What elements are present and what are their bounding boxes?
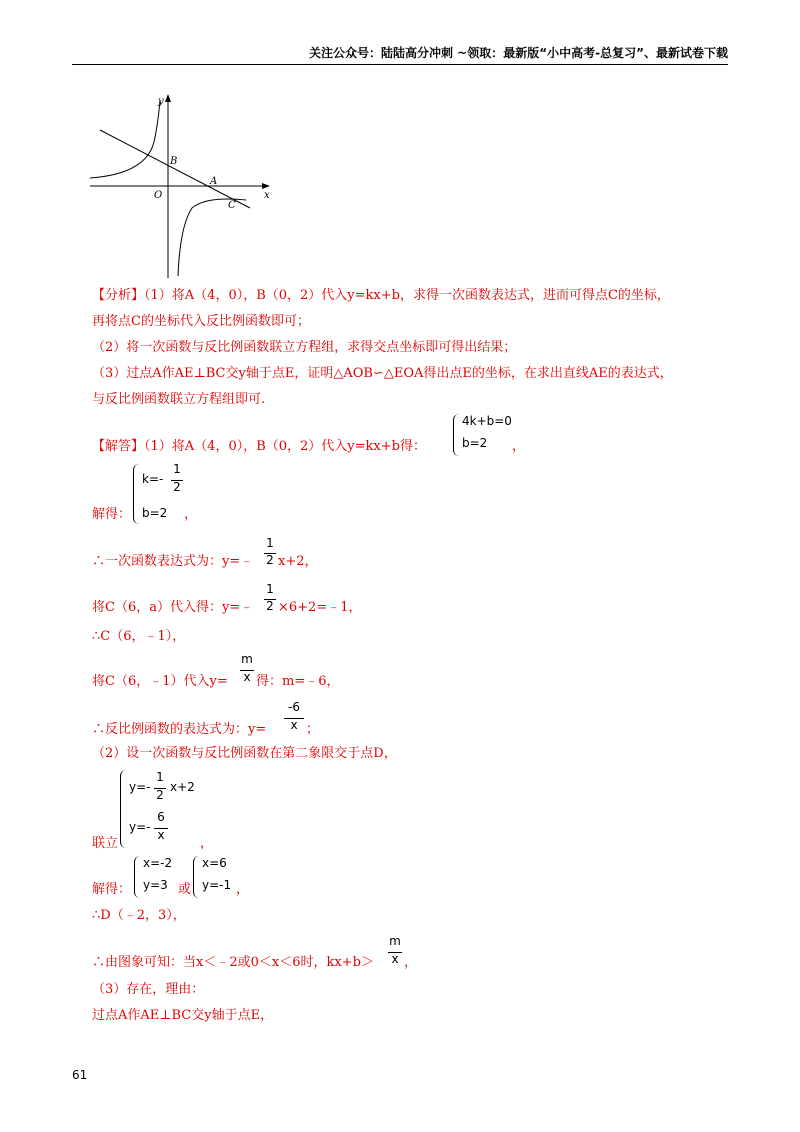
subc-frac-num: 1	[266, 582, 274, 596]
label-y: y	[158, 96, 164, 107]
graph-inequality-b: ，	[404, 955, 418, 970]
x-axis-arrow	[262, 183, 270, 189]
graph-svg	[88, 90, 278, 282]
analysis-line-5: 与反比例函数联立方程组即可.	[92, 392, 266, 407]
label-x: x	[264, 190, 270, 201]
inverse-expression-a: ∴反比例函数的表达式为：y=	[92, 722, 267, 737]
analysis-line-2: 再将点C的坐标代入反比例函数即可；	[92, 314, 310, 329]
system-1-comma: ，	[512, 439, 526, 454]
equation-system-3: y=- 1 2 x+2 y=- 6 x	[120, 770, 220, 848]
inv-frac-den: x	[290, 718, 298, 732]
analysis-line-1: 【分析】（1）将A（4，0），B（0，2）代入y=kx+b，求得一次函数表达式，进而可得点C的坐标，	[92, 288, 670, 303]
inv-frac-num: -6	[288, 700, 300, 714]
substitute-m-a: 将C（6，﹣1）代入y=	[92, 674, 228, 689]
linear-frac-den: 2	[266, 553, 274, 567]
linear-function-line	[100, 130, 250, 208]
linear-expression-b: x+2，	[278, 554, 318, 569]
subc-frac-den: 2	[266, 599, 274, 613]
linear-expression-a: ∴一次函数表达式为：y=﹣	[92, 554, 254, 569]
solve-label-1: 解得：	[92, 507, 132, 522]
analysis-line-4: （3）过点A作AE⊥BC交y轴于点E，证明△AOB∽△EOA得出点E的坐标，在求出直线AE的表达式，	[92, 366, 673, 381]
subm-frac-num: m	[241, 652, 253, 666]
graph-frac-num: m	[389, 934, 401, 948]
system-5-comma: ，	[236, 882, 250, 897]
hyperbola-branch-left	[90, 100, 160, 178]
linear-frac-num: 1	[266, 536, 274, 550]
part-3-line: （3）存在，理由：	[92, 982, 205, 997]
page-header	[72, 44, 728, 65]
inverse-expression-b: ；	[306, 722, 320, 737]
equation-system-2: k=- 1 2 b=2	[133, 464, 193, 524]
system-3-comma: ，	[200, 836, 214, 851]
label-b: B	[170, 156, 178, 167]
label-a: A	[210, 176, 218, 187]
substitute-m-b: 得：m=﹣6，	[256, 674, 340, 689]
label-origin: O	[154, 190, 163, 201]
solution-tag: 【解答】	[92, 439, 145, 454]
label-c: C	[228, 200, 236, 211]
header-text: 关注公众号：陆陆高分冲刺 ~领取：最新版“小中高考-总复习”、最新试卷下载	[309, 46, 728, 60]
or-word: 或	[178, 882, 192, 897]
subm-frac-den: x	[243, 670, 251, 684]
graph-inequality-a: ∴由图象可知：当x＜﹣2或0＜x＜6时，kx+b＞	[92, 955, 374, 970]
system-2-comma: ，	[184, 507, 198, 522]
y-axis-arrow	[165, 94, 171, 102]
analysis-line-3: （2）将一次函数与反比例函数联立方程组，求得交点坐标即可得出结果；	[92, 340, 517, 355]
c-point-line: ∴C（6，﹣1），	[92, 629, 186, 644]
analysis-tag: 【分析】	[92, 288, 145, 303]
page-number: 61	[72, 1068, 88, 1082]
part-3-line-2: 过点A作AE⊥BC交y轴于点E，	[92, 1008, 274, 1023]
equation-system-4: x=-2 y=3	[134, 856, 178, 898]
solution-line-1: 【解答】（1）将A（4，0），B（0，2）代入y=kx+b得：	[92, 439, 426, 454]
substitute-c-a: 将C（6，a）代入得：y=﹣	[92, 600, 254, 615]
d-point-line: ∴D（﹣2，3），	[92, 908, 186, 923]
solve-label-2: 解得：	[92, 882, 132, 897]
hyperbola-branch-right	[178, 199, 246, 276]
substitute-c-b: ×6+2=﹣1，	[278, 600, 362, 615]
function-graph	[88, 90, 278, 282]
graph-frac-den: x	[391, 952, 399, 966]
part-2-line: （2）设一次函数与反比例函数在第二象限交于点D，	[92, 746, 397, 761]
equation-system-5: x=6 y=-1	[193, 856, 237, 898]
equation-system-1: 4k+b=0 b=2	[453, 414, 523, 456]
simul-label: 联立	[92, 836, 119, 851]
